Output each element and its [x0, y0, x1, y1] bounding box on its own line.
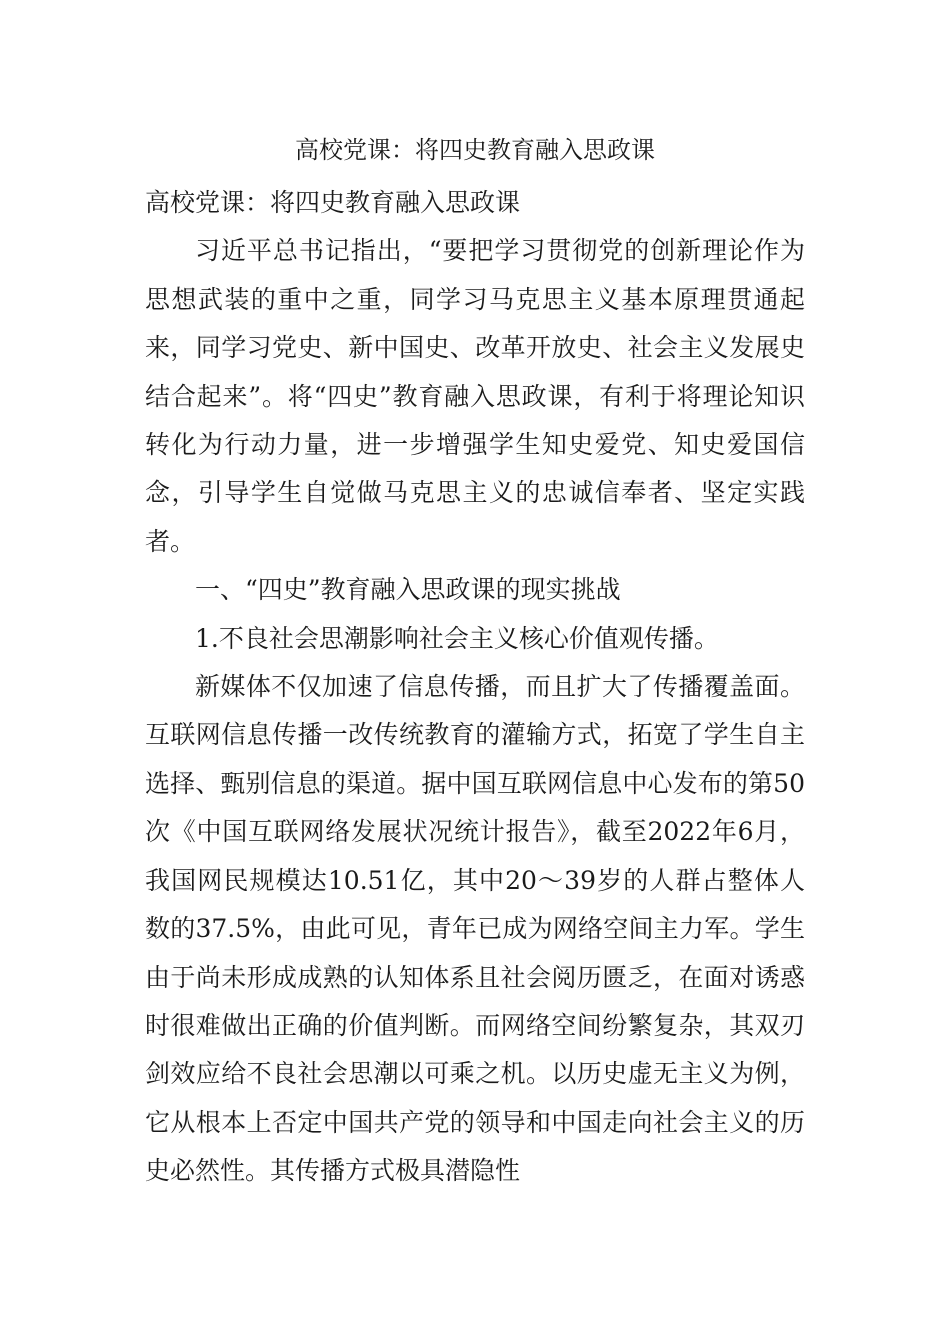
section-heading: 一、“四史”教育融入思政课的现实挑战 [195, 575, 621, 605]
paragraph-body: 新媒体不仅加速了信息传播，而且扩大了传播覆盖面。互联网信息传播一改传统教育的灌输方式，拓宽了学生自主选择、甄别信息的渠道。据中国互联网信息中心发布的第50次《中国互联网络发展状况统计报告》，截至2022年6月，我国网民规模达10.51亿，其中20～39岁的人群占整体人数的37.5%，由此可见，青年已成为网络空间主力军。学生由于尚未形成成熟的认知体系且社会阅历匮乏，在面对诱惑时很难做出正确的价值判断。而网络空间纷繁复杂，其双刃剑效应给不良社会思潮以可乘之机。以历史虚无主义为例，它从根本上否定中国共产党的领导和中国走向社会主义的历史必然性。其传播方式极具潜隐性 [145, 672, 805, 1186]
document-title: 高校党课：将四史教育融入思政课 [295, 136, 655, 164]
subsection-heading: 1.不良社会思潮影响社会主义核心价值观传播。 [195, 623, 719, 653]
paragraph-intro: 习近平总书记指出，“要把学习贯彻党的创新理论作为思想武装的重中之重，同学习马克思主义基本原理贯通起来，同学习党史、新中国史、改革开放史、社会主义发展史结合起来”。将“四史”教育融入思政课，有利于将理论知识转化为行动力量，进一步增强学生知史爱党、知史爱国信念，引导学生自觉做马克思主义的忠诚信奉者、坚定实践者。 [145, 236, 805, 556]
document-subtitle: 高校党课：将四史教育融入思政课 [145, 188, 521, 217]
document-body [145, 179, 805, 1196]
